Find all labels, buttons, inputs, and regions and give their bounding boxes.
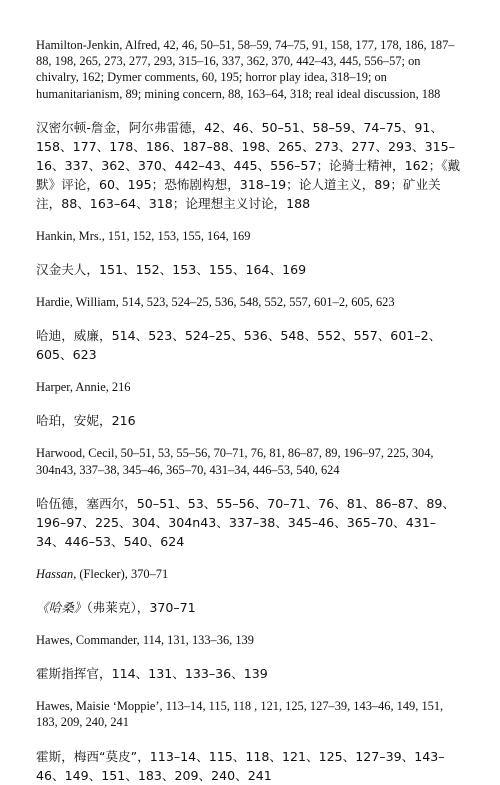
index-page xyxy=(36,37,464,785)
index-entry-harper-zh: 哈珀，安妮，216 xyxy=(36,413,136,429)
index-entry-harwood-en: Harwood, Cecil, 50–51, 53, 55–56, 70–71, 76, 81, 86–87, 89, 196–97, 225, 304, 304n43, 337–38, 345–46, 365–70, 431–34, 446–53, 540, 624 xyxy=(36,446,434,477)
index-entry-hawes-commander-zh: 霍斯指挥官，114、131、133–36、139 xyxy=(36,666,268,682)
book-title: Hassan xyxy=(36,566,74,581)
index-entry-hardie-en: Hardie, William, 514, 523, 524–25, 536, 548, 552, 557, 601–2, 605, 623 xyxy=(36,295,395,310)
index-entry-harper-en: Harper, Annie, 216 xyxy=(36,380,131,395)
index-entry-hassan-zh xyxy=(36,598,464,617)
book-title: 《哈桑》 xyxy=(36,600,87,616)
entry-text: , (Flecker), 370–71 xyxy=(73,566,169,581)
index-entry-hankin-zh: 汉金夫人，151、152、153、155、164、169 xyxy=(36,262,307,278)
index-entry-hawes-maisie-en: Hawes, Maisie ‘Moppie’, 113–14, 115, 118 , 121, 125, 127–39, 143–46, 149, 151, 183, 209, 240, 241 xyxy=(36,699,444,730)
index-entry-hamilton-jenkin-en: Hamilton-Jenkin, Alfred, 42, 46, 50–51, 58–59, 74–75, 91, 158, 177, 178, 186, 187–88, 198, 265, 273, 277, 293, 315–16, 337, 362, 370, 442–43, 445, 556–57; on chivalry, 162; Dymer comments, 60, 195; horror play idea, 318–19; on humanitarianism, 89; mining concern, 88, 163–64, 318; real ideal discussion, 188 xyxy=(36,38,455,101)
entry-text: （弗莱克），370–71 xyxy=(86,600,196,616)
index-entry-hardie-zh: 哈迪，威廉，514、523、524–25、536、548、552、557、601–2、605、623 xyxy=(36,328,442,363)
index-entry-harwood-zh: 哈伍德，塞西尔，50–51、53、55–56、70–71、76、81、86–87、89、196–97、225、304、304n43、337–38、345–46、365–70、431–34、446–53、540、624 xyxy=(36,495,455,549)
index-entry-hawes-maisie-zh: 霍斯，梅西“莫皮”，113–14、115、118、121、125、127–39、143–46、149、151、183、209、240、241 xyxy=(36,748,445,783)
index-entry-hassan-en xyxy=(36,566,464,582)
index-entry-hankin-en: Hankin, Mrs., 151, 152, 153, 155, 164, 169 xyxy=(36,228,251,243)
index-entry-hamilton-jenkin-zh: 汉密尔顿-詹金，阿尔弗雷德，42、46、50–51、58–59、74–75、91、158、177、178、186、187–88、198、265、273、277、293、315–16、337、362、370、442–43、445、556–57；论骑士精神，162；《戴默》评论，60、195；恐怖剧构想，318–19；论人道主义，89；矿业关注，88、163–64、318；论理想主义讨论，188 xyxy=(36,119,461,211)
index-entry-hawes-commander-en: Hawes, Commander, 114, 131, 133–36, 139 xyxy=(36,633,254,648)
